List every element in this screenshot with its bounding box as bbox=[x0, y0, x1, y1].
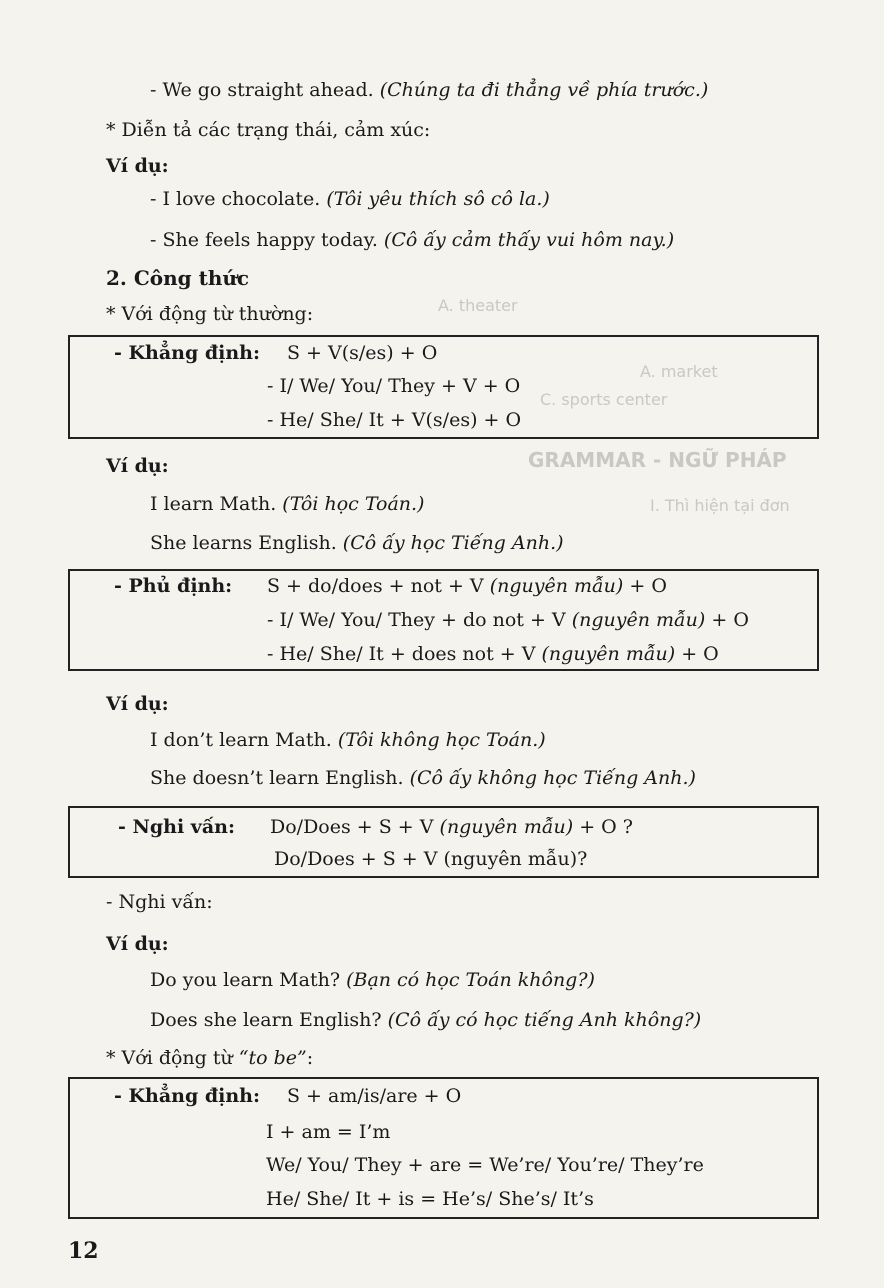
tobe-label: - Khẳng định: bbox=[114, 1085, 260, 1107]
formula-text: Do/Does + S + V bbox=[270, 816, 434, 838]
question-label: - Nghi vấn: bbox=[118, 816, 235, 838]
example-translation: (Tôi học Toán.) bbox=[282, 493, 425, 515]
tobe-heading-term: “to be” bbox=[238, 1047, 307, 1069]
formula-text: S + do/does + not + V bbox=[267, 575, 484, 597]
tobe-row-2: We/ You/ They + are = We’re/ You’re/ They’re bbox=[266, 1154, 704, 1176]
formula-note: (nguyên mẫu) bbox=[439, 816, 574, 838]
affirmative-example-2 bbox=[150, 531, 564, 555]
question-formula-row bbox=[118, 815, 235, 839]
example-translation: (Cô ấy cảm thấy vui hôm nay.) bbox=[383, 229, 675, 251]
example-sentence: I learn Math. bbox=[150, 493, 277, 515]
bleed-through-text: A. market bbox=[640, 362, 718, 381]
section-title: 2. Công thức bbox=[106, 266, 250, 290]
states-heading: * Diễn tả các trạng thái, cảm xúc: bbox=[106, 119, 431, 141]
bleed-through-text: I. Thì hiện tại đơn bbox=[650, 496, 790, 515]
example-translation: (Tôi không học Toán.) bbox=[337, 729, 546, 751]
question-heading: - Nghi vấn: bbox=[106, 891, 213, 913]
affirmative-row-2: - He/ She/ It + V(s/es) + O bbox=[267, 409, 522, 431]
tobe-heading bbox=[106, 1046, 313, 1070]
example-label: Ví dụ: bbox=[106, 155, 169, 177]
question-example-1 bbox=[150, 968, 595, 992]
tobe-heading-text: * Với động từ bbox=[106, 1047, 233, 1069]
negative-formula-row bbox=[114, 574, 232, 598]
formula-end: + O bbox=[681, 643, 719, 665]
states-example-2 bbox=[150, 228, 674, 252]
tobe-formula-row bbox=[114, 1084, 260, 1108]
formula-end: + O bbox=[629, 575, 667, 597]
example-translation: (Tôi yêu thích sô cô la.) bbox=[326, 188, 550, 210]
bleed-through-text: A. theater bbox=[438, 296, 518, 315]
formula-end: + O bbox=[711, 609, 749, 631]
affirmative-example-1 bbox=[150, 492, 424, 516]
affirmative-formula: S + V(s/es) + O bbox=[287, 342, 438, 364]
example-sentence: She doesn’t learn English. bbox=[150, 767, 404, 789]
bleed-through-text: C. sports center bbox=[540, 390, 668, 409]
formula-note: (nguyên mẫu) bbox=[571, 609, 706, 631]
formula-end: + O ? bbox=[579, 816, 633, 838]
example-translation: (Cô ấy học Tiếng Anh.) bbox=[342, 532, 564, 554]
example-translation: (Cô ấy có học tiếng Anh không?) bbox=[387, 1009, 702, 1031]
tobe-heading-colon: : bbox=[306, 1047, 314, 1069]
tobe-formula: S + am/is/are + O bbox=[287, 1085, 462, 1107]
example-label: Ví dụ: bbox=[106, 933, 169, 955]
formula-text: - He/ She/ It + does not + V bbox=[267, 643, 536, 665]
negative-example-2 bbox=[150, 766, 696, 790]
affirmative-label: - Khẳng định: bbox=[114, 342, 260, 364]
example-sentence: I don’t learn Math. bbox=[150, 729, 332, 751]
formula-note: (nguyên mẫu) bbox=[489, 575, 624, 597]
example-translation: (Bạn có học Toán không?) bbox=[346, 969, 595, 991]
example-label: Ví dụ: bbox=[106, 455, 169, 477]
example-label: Ví dụ: bbox=[106, 693, 169, 715]
affirmative-formula-row bbox=[114, 341, 260, 365]
negative-row-1 bbox=[267, 608, 749, 632]
tobe-row-3: He/ She/ It + is = He’s/ She’s/ It’s bbox=[266, 1188, 594, 1210]
intro-example bbox=[150, 78, 708, 102]
question-formula bbox=[270, 815, 633, 839]
example-sentence: - We go straight ahead. bbox=[150, 79, 374, 101]
negative-row-2 bbox=[267, 642, 719, 666]
example-sentence: - I love chocolate. bbox=[150, 188, 321, 210]
example-sentence: Does she learn English? bbox=[150, 1009, 382, 1031]
example-sentence: - She feels happy today. bbox=[150, 229, 378, 251]
negative-formula bbox=[267, 574, 667, 598]
question-row-2: Do/Does + S + V (nguyên mẫu)? bbox=[274, 848, 588, 870]
example-sentence: She learns English. bbox=[150, 532, 337, 554]
example-translation: (Cô ấy không học Tiếng Anh.) bbox=[409, 767, 696, 789]
normal-verb-heading: * Với động từ thường: bbox=[106, 303, 314, 325]
example-sentence: Do you learn Math? bbox=[150, 969, 341, 991]
tobe-row-1: I + am = I’m bbox=[266, 1121, 391, 1143]
states-example-1 bbox=[150, 187, 550, 211]
affirmative-row-1: - I/ We/ You/ They + V + O bbox=[267, 375, 521, 397]
negative-example-1 bbox=[150, 728, 546, 752]
example-translation: (Chúng ta đi thẳng về phía trước.) bbox=[379, 79, 709, 101]
formula-note: (nguyên mẫu) bbox=[541, 643, 676, 665]
page-number: 12 bbox=[68, 1238, 99, 1264]
bleed-through-text: GRAMMAR - NGỮ PHÁP bbox=[528, 448, 787, 472]
formula-text: - I/ We/ You/ They + do not + V bbox=[267, 609, 566, 631]
question-example-2 bbox=[150, 1008, 701, 1032]
negative-label: - Phủ định: bbox=[114, 575, 233, 597]
